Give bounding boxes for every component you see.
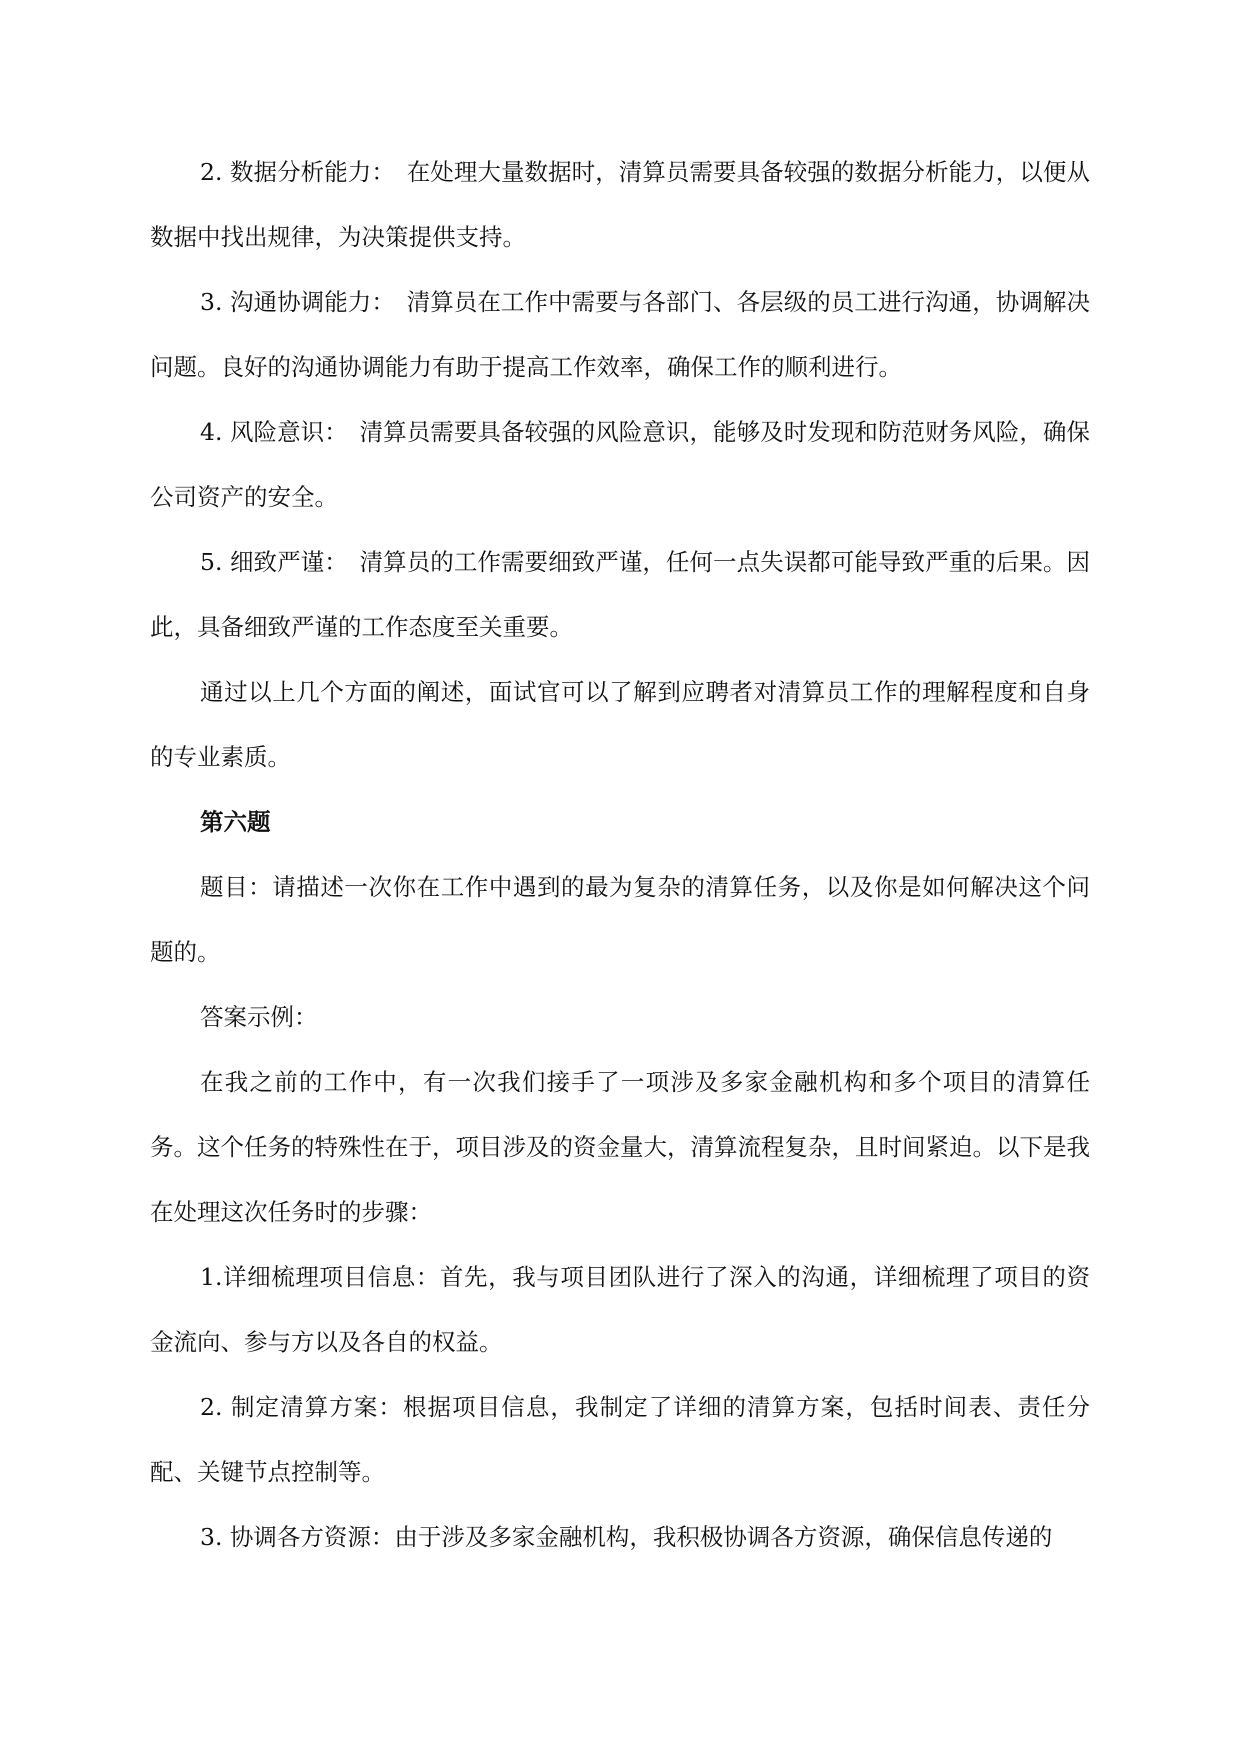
paragraph-question: 题目：请描述一次你在工作中遇到的最为复杂的清算任务，以及你是如何解决这个问题的。 <box>150 873 1090 966</box>
paragraph-step-one: 1.详细梳理项目信息：首先，我与项目团队进行了深入的沟通，详细梳理了项目的资金流向、参与方以及各自的权益。 <box>150 1263 1090 1356</box>
paragraph-answer-intro: 在我之前的工作中，有一次我们接手了一项涉及多家金融机构和多个项目的清算任务。这个任务的特殊性在于，项目涉及的资金量大，清算流程复杂，且时间紧迫。以下是我在处理这次任务时的步骤： <box>150 1068 1090 1226</box>
paragraph-step-three: 3. 协调各方资源：由于涉及多家金融机构，我积极协调各方资源，确保信息传递的 <box>200 1523 1053 1551</box>
paragraph-summary: 通过以上几个方面的阐述，面试官可以了解到应聘者对清算员工作的理解程度和自身的专业素质。 <box>150 678 1090 771</box>
paragraph-risk-awareness: 4. 风险意识： 清算员需要具备较强的风险意识，能够及时发现和防范财务风险，确保公司资产的安全。 <box>150 418 1090 511</box>
paragraph-answer-label: 答案示例： <box>200 1003 318 1031</box>
paragraph-step-two: 2. 制定清算方案：根据项目信息，我制定了详细的清算方案，包括时间表、责任分配、关键节点控制等。 <box>150 1393 1090 1486</box>
paragraph-communication: 3. 沟通协调能力： 清算员在工作中需要与各部门、各层级的员工进行沟通，协调解决问题。良好的沟通协调能力有助于提高工作效率，确保工作的顺利进行。 <box>150 288 1090 381</box>
document-page <box>150 140 1090 1570</box>
paragraph-data-analysis: 2. 数据分析能力： 在处理大量数据时，清算员需要具备较强的数据分析能力，以便从数据中找出规律，为决策提供支持。 <box>150 158 1090 251</box>
paragraph-meticulous: 5. 细致严谨： 清算员的工作需要细致严谨，任何一点失误都可能导致严重的后果。因此，具备细致严谨的工作态度至关重要。 <box>150 548 1090 641</box>
section-heading-question-six: 第六题 <box>200 808 271 836</box>
